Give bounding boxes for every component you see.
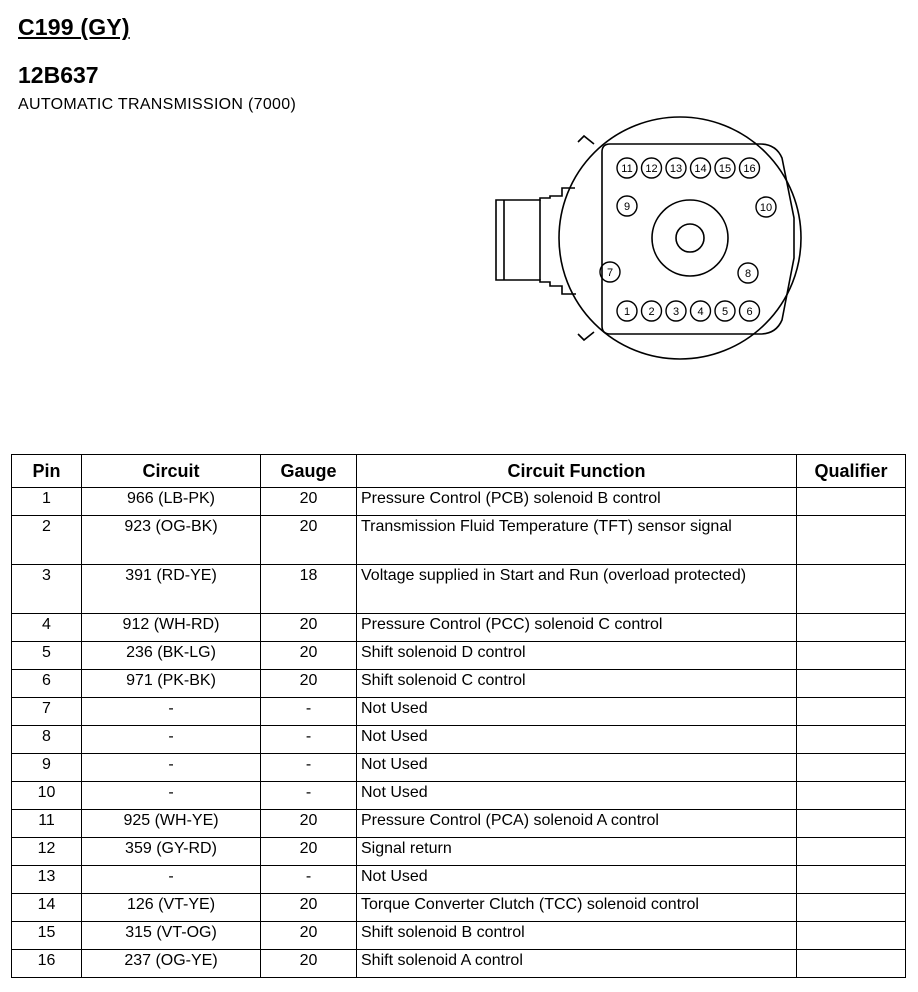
function-cell: Shift solenoid B control [357, 922, 797, 950]
pin-cell: 6 [12, 670, 82, 698]
pin-cell: 15 [12, 922, 82, 950]
header-circuit: Circuit [82, 455, 261, 488]
qualifier-cell [797, 642, 906, 670]
pin-8 [738, 263, 758, 283]
table-row [12, 894, 906, 922]
gauge-cell: 18 [261, 565, 357, 614]
pin-label: 12 [645, 163, 658, 175]
circuit-cell: 237 (OG-YE) [82, 950, 261, 978]
pin-9 [617, 196, 637, 216]
pin-7 [600, 262, 620, 282]
function-cell: Shift solenoid C control [357, 670, 797, 698]
pin-cell: 12 [12, 838, 82, 866]
part-number: 12B637 [18, 62, 99, 88]
table-row [12, 670, 906, 698]
function-cell: Pressure Control (PCA) solenoid A control [357, 810, 797, 838]
pin-10 [756, 197, 776, 217]
table-row [12, 726, 906, 754]
qualifier-cell [797, 866, 906, 894]
center-boss [652, 200, 728, 276]
connector-description: AUTOMATIC TRANSMISSION (7000) [18, 96, 297, 113]
table-row [12, 922, 906, 950]
circuit-cell: 315 (VT-OG) [82, 922, 261, 950]
pin-cell: 11 [12, 810, 82, 838]
gauge-cell: 20 [261, 894, 357, 922]
gauge-cell: 20 [261, 922, 357, 950]
pin-cell: 1 [12, 488, 82, 516]
circuit-cell: 126 (VT-YE) [82, 894, 261, 922]
circuit-cell: 359 (GY-RD) [82, 838, 261, 866]
circuit-cell: - [82, 726, 261, 754]
qualifier-cell [797, 488, 906, 516]
pin-cell: 14 [12, 894, 82, 922]
circuit-cell: - [82, 698, 261, 726]
qualifier-cell [797, 810, 906, 838]
pin-label: 16 [743, 163, 756, 175]
qualifier-cell [797, 565, 906, 614]
table-row [12, 810, 906, 838]
table-row [12, 838, 906, 866]
function-cell: Not Used [357, 726, 797, 754]
gauge-cell: 20 [261, 614, 357, 642]
gauge-cell: - [261, 782, 357, 810]
table-row [12, 488, 906, 516]
pin-12 [642, 158, 662, 178]
qualifier-cell [797, 614, 906, 642]
function-cell: Signal return [357, 838, 797, 866]
header-pin: Pin [12, 455, 82, 488]
function-cell: Shift solenoid A control [357, 950, 797, 978]
pin-6 [740, 301, 760, 321]
pin-3 [666, 301, 686, 321]
circuit-cell: - [82, 866, 261, 894]
pin-5 [715, 301, 735, 321]
qualifier-cell [797, 698, 906, 726]
pin-14 [691, 158, 711, 178]
header-qualifier: Qualifier [797, 455, 906, 488]
gauge-cell: 20 [261, 810, 357, 838]
function-cell: Pressure Control (PCB) solenoid B control [357, 488, 797, 516]
circuit-cell: - [82, 754, 261, 782]
pin-label: 11 [621, 163, 633, 175]
pin-label: 5 [721, 306, 729, 318]
circuit-cell: 966 (LB-PK) [82, 488, 261, 516]
pin-table-header [12, 455, 906, 488]
pin-1 [617, 301, 637, 321]
pin-label: 15 [718, 163, 732, 175]
table-row [12, 642, 906, 670]
gauge-cell: 20 [261, 642, 357, 670]
gauge-cell: 20 [261, 950, 357, 978]
pin-cell: 7 [12, 698, 82, 726]
table-row [12, 950, 906, 978]
gauge-cell: 20 [261, 488, 357, 516]
pin-label: 14 [694, 163, 707, 175]
connector-notch-top [578, 136, 594, 144]
pin-label: 13 [669, 163, 683, 175]
pin-cell: 13 [12, 866, 82, 894]
function-cell: Shift solenoid D control [357, 642, 797, 670]
function-cell: Not Used [357, 782, 797, 810]
pin-cell: 5 [12, 642, 82, 670]
pin-label: 2 [648, 306, 655, 318]
qualifier-cell [797, 950, 906, 978]
qualifier-cell [797, 782, 906, 810]
gauge-cell: 20 [261, 670, 357, 698]
qualifier-cell [797, 838, 906, 866]
pin-cell: 2 [12, 516, 82, 565]
pin-2 [642, 301, 662, 321]
pin-15 [715, 158, 735, 178]
circuit-cell: 391 (RD-YE) [82, 565, 261, 614]
table-row [12, 866, 906, 894]
function-cell: Not Used [357, 754, 797, 782]
qualifier-cell [797, 894, 906, 922]
gauge-cell: 20 [261, 838, 357, 866]
gauge-cell: - [261, 866, 357, 894]
table-row [12, 614, 906, 642]
pin-label: 6 [746, 306, 753, 318]
qualifier-cell [797, 516, 906, 565]
pin-cell: 4 [12, 614, 82, 642]
pin-13 [666, 158, 686, 178]
function-cell: Not Used [357, 866, 797, 894]
pin-table [11, 454, 906, 978]
circuit-cell: - [82, 782, 261, 810]
function-cell: Voltage supplied in Start and Run (overload protected) [357, 565, 797, 614]
function-cell: Not Used [357, 698, 797, 726]
pin-cell: 8 [12, 726, 82, 754]
function-cell: Pressure Control (PCC) solenoid C control [357, 614, 797, 642]
header-circuit-function: Circuit Function [357, 455, 797, 488]
gauge-cell: 20 [261, 516, 357, 565]
connector-body-outline [559, 117, 801, 359]
gauge-cell: - [261, 698, 357, 726]
circuit-cell: 925 (WH-YE) [82, 810, 261, 838]
header-gauge: Gauge [261, 455, 357, 488]
pin-label: 4 [697, 306, 704, 318]
pin-label: 7 [606, 267, 614, 279]
circuit-cell: 236 (BK-LG) [82, 642, 261, 670]
center-hole [676, 224, 704, 252]
connector-notch-bottom [578, 332, 594, 340]
qualifier-cell [797, 922, 906, 950]
pin-cell: 16 [12, 950, 82, 978]
circuit-cell: 971 (PK-BK) [82, 670, 261, 698]
pin-4 [691, 301, 711, 321]
qualifier-cell [797, 754, 906, 782]
pin-label: 10 [759, 202, 773, 214]
function-cell: Transmission Fluid Temperature (TFT) sensor signal [357, 516, 797, 565]
connector-face-diagram [490, 108, 910, 368]
qualifier-cell [797, 726, 906, 754]
table-row [12, 754, 906, 782]
pin-cell: 3 [12, 565, 82, 614]
pin-11 [617, 158, 637, 178]
circuit-cell: 923 (OG-BK) [82, 516, 261, 565]
pin-label: 1 [623, 306, 631, 318]
qualifier-cell [797, 670, 906, 698]
table-row [12, 698, 906, 726]
table-row [12, 565, 906, 614]
table-row [12, 516, 906, 565]
pin-cell: 10 [12, 782, 82, 810]
pin-16 [740, 158, 760, 178]
connector-title: C199 (GY) [18, 14, 130, 40]
gauge-cell: - [261, 726, 357, 754]
pin-cell: 9 [12, 754, 82, 782]
function-cell: Torque Converter Clutch (TCC) solenoid control [357, 894, 797, 922]
gauge-cell: - [261, 754, 357, 782]
pin-label: 9 [623, 201, 631, 213]
circuit-cell: 912 (WH-RD) [82, 614, 261, 642]
pin-label: 3 [672, 306, 680, 318]
pin-label: 8 [744, 268, 752, 280]
table-row [12, 782, 906, 810]
